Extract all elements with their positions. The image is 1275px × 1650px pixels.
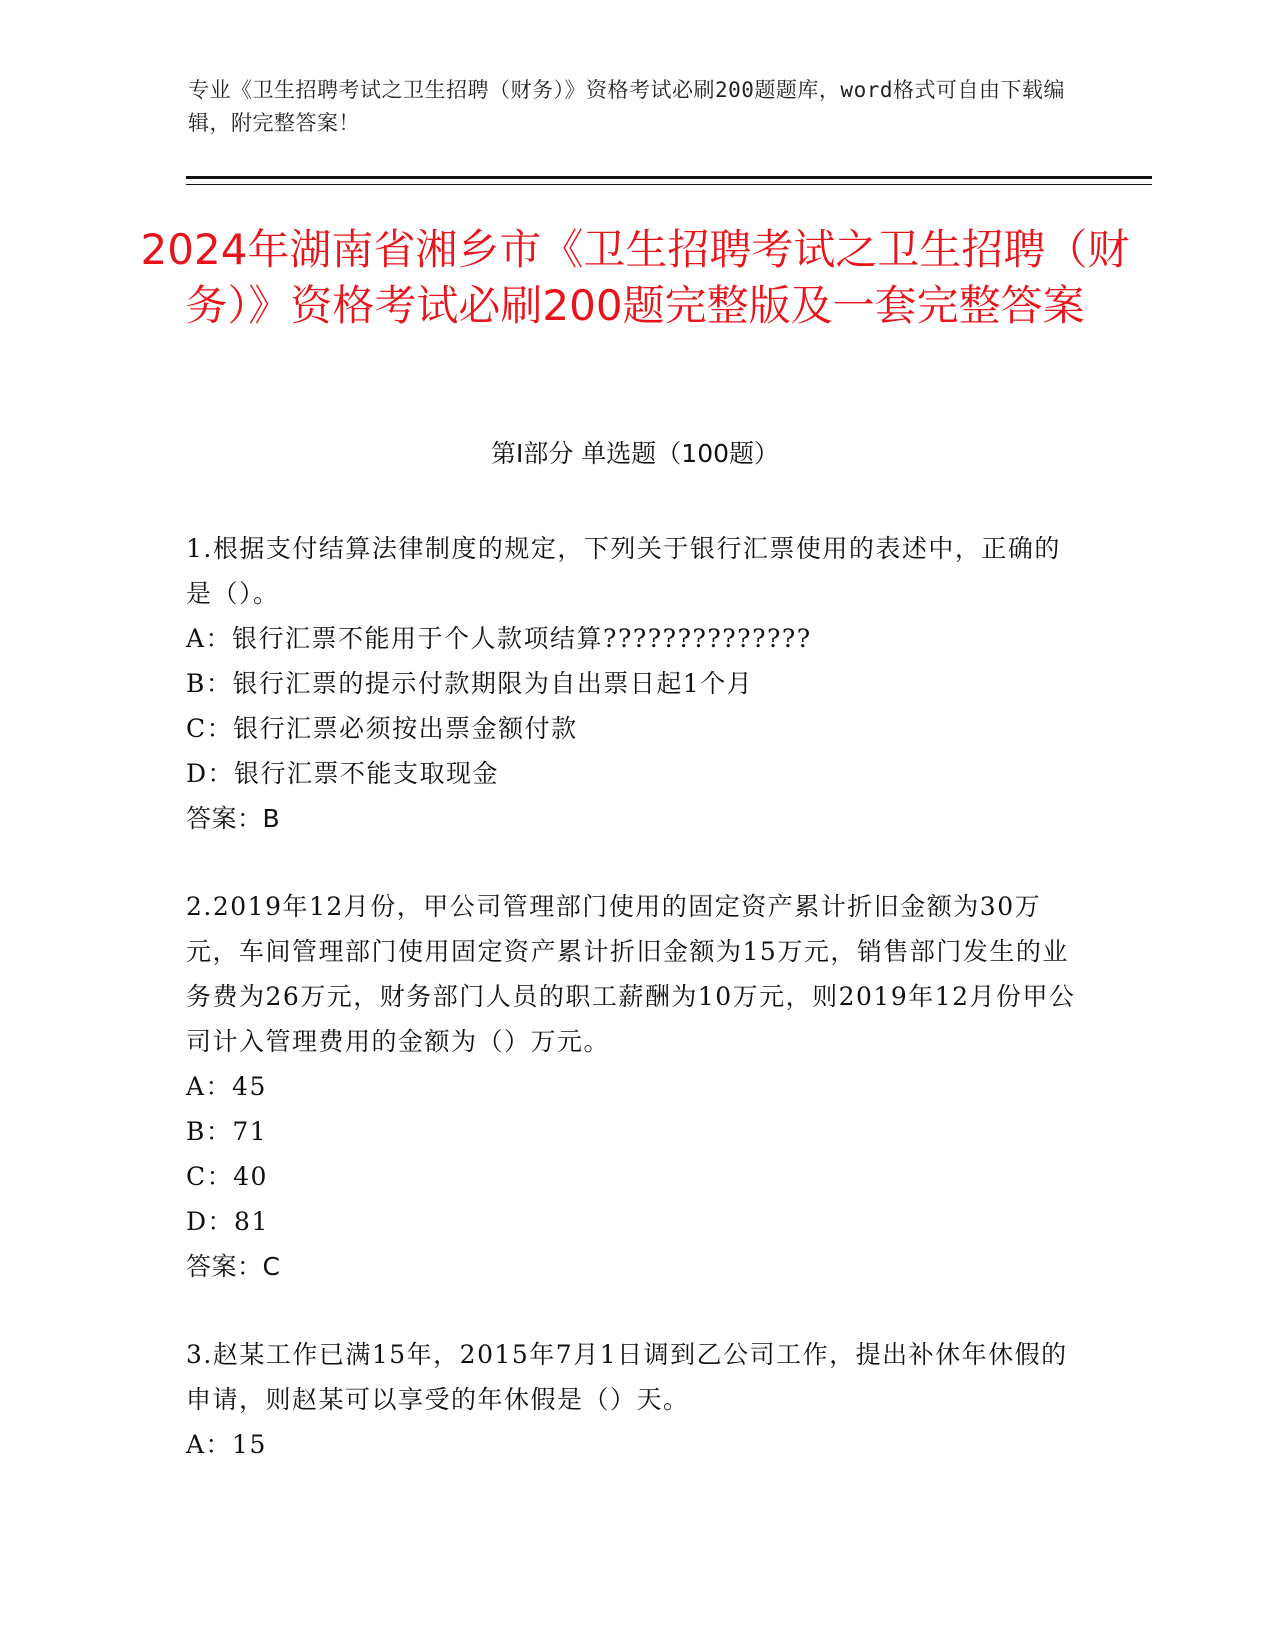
header-rule-thin bbox=[186, 184, 1152, 185]
question-list bbox=[186, 526, 1086, 1510]
header-note: 专业《卫生招聘考试之卫生招聘（财务）》资格考试必刷200题题库，word格式可自由下载编辑，附完整答案！ bbox=[188, 78, 1065, 135]
option-c: C：银行汇票必须按出票金额付款 bbox=[186, 714, 578, 743]
option-d: D：银行汇票不能支取现金 bbox=[186, 759, 500, 788]
option-a: A：银行汇票不能用于个人款项结算?????????????? bbox=[186, 624, 812, 653]
section-title: 第Ⅰ部分 单选题（100题） bbox=[490, 439, 780, 468]
option-c: C：40 bbox=[186, 1162, 268, 1191]
question-stem: 3.赵某工作已满15年，2015年7月1日调到乙公司工作，提出补休年休假的申请，则赵某可以享受的年休假是（）天。 bbox=[186, 1340, 1068, 1414]
answer: 答案：C bbox=[186, 1252, 281, 1281]
question-stem: 2.2019年12月份，甲公司管理部门使用的固定资产累计折旧金额为30万元，车间管理部门使用固定资产累计折旧金额为15万元，销售部门发生的业务费为26万元，财务部门人员的职工薪酬为10万元，则2019年12月份甲公司计入管理费用的金额为（）万元。 bbox=[186, 892, 1076, 1056]
answer: 答案：B bbox=[186, 804, 281, 833]
question-1 bbox=[186, 526, 1086, 841]
question-stem: 1.根据支付结算法律制度的规定，下列关于银行汇票使用的表述中，正确的是（）。 bbox=[186, 534, 1061, 608]
option-a: A：45 bbox=[186, 1072, 267, 1101]
option-b: B：71 bbox=[186, 1117, 268, 1146]
document-title: 2024年湖南省湘乡市《卫生招聘考试之卫生招聘（财务）》资格考试必刷200题完整版及一套完整答案 bbox=[140, 225, 1130, 330]
option-a: A：15 bbox=[186, 1430, 267, 1459]
option-b: B：银行汇票的提示付款期限为自出票日起1个月 bbox=[186, 669, 754, 698]
header-rule-thick bbox=[186, 176, 1152, 179]
question-3 bbox=[186, 1332, 1086, 1467]
option-d: D：81 bbox=[186, 1207, 269, 1236]
question-2 bbox=[186, 884, 1086, 1289]
